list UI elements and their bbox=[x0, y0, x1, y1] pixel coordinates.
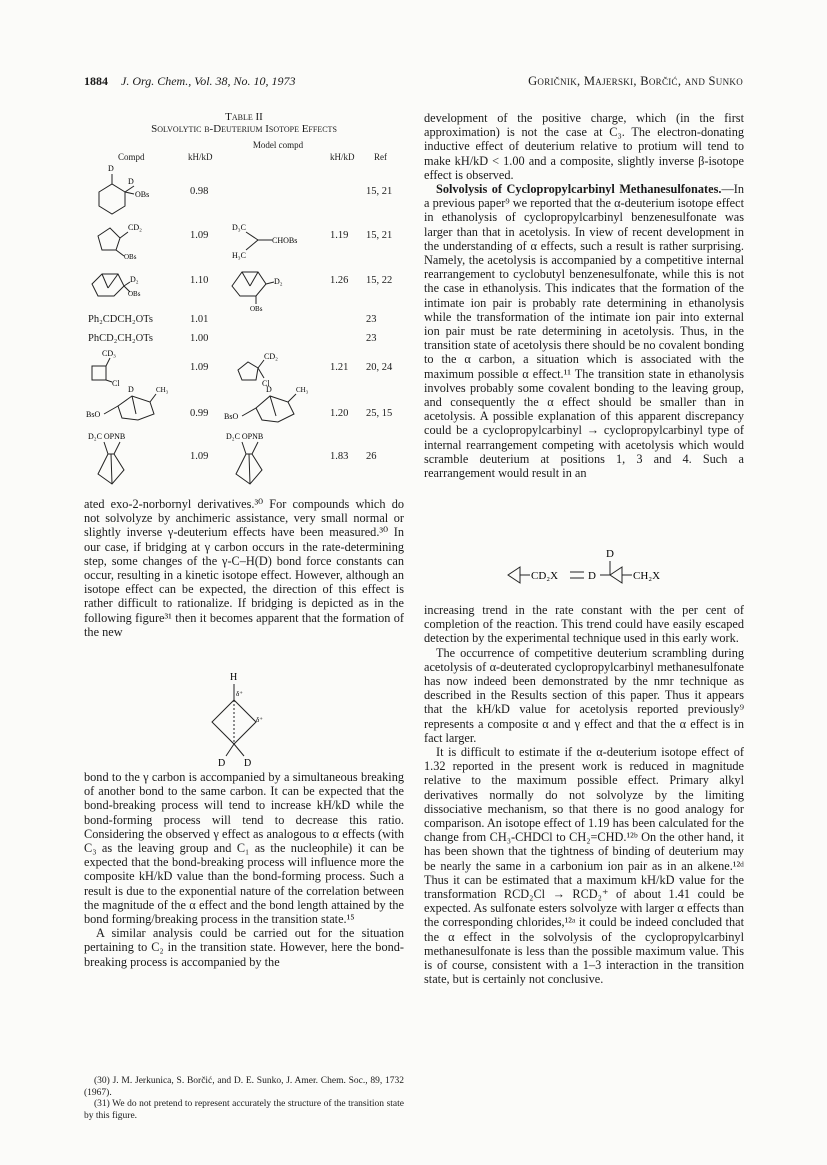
svg-text:D₂C OPNB: D₂C OPNB bbox=[226, 432, 264, 441]
struct-row6-cyclobutyl bbox=[84, 348, 174, 388]
row5-ref: 23 bbox=[366, 333, 377, 344]
section-heading: Solvolysis of Cyclopropylcarbinyl Methanesulfonates. bbox=[436, 182, 722, 197]
svg-text:D₂: D₂ bbox=[274, 277, 283, 286]
row5-compd: PhCD₂CH₂OTs bbox=[88, 333, 153, 344]
svg-text:D₂: D₂ bbox=[130, 275, 139, 284]
row6-kh2: 1.21 bbox=[330, 362, 349, 373]
col-header-kh2: kH/kD bbox=[330, 152, 355, 162]
eq-left-group: CD₂X bbox=[531, 570, 559, 582]
paragraph: The occurrence of competitive deuterium scrambling during acetolysis of α-deuterated cyclopropylcarbinyl methanesulfonate has now indeed been demonstrated by the nmr technique as described in the Results section of this paper. Thus it appears that the kH/kD value for acetolysis reported previously⁹ represents a composite α and γ effect and that the α effect is in fact larger. bbox=[424, 645, 744, 745]
eq-right-group: CH₂X bbox=[633, 570, 661, 582]
struct-row1-cyclohexyl-obs bbox=[84, 160, 174, 220]
bridging-figure bbox=[190, 670, 300, 770]
row7-ref: 25, 15 bbox=[366, 408, 393, 419]
fig-label-d2: D bbox=[244, 758, 252, 769]
left-column-top bbox=[84, 497, 404, 639]
svg-text:BsO: BsO bbox=[224, 412, 239, 421]
table-caption bbox=[84, 111, 404, 135]
paragraph: A similar analysis could be carried out for the situation pertaining to C₂ in the transition state. However, here the bond-breaking process is accompanied by the bbox=[84, 926, 404, 969]
fig-label-h: H bbox=[230, 672, 238, 683]
svg-text:BsO: BsO bbox=[86, 410, 101, 419]
table-subtitle: Solvolytic β-Deuterium Isotope Effects bbox=[151, 123, 337, 135]
svg-text:D₂C OPNB: D₂C OPNB bbox=[88, 432, 126, 441]
row4-ref: 23 bbox=[366, 314, 377, 325]
svg-text:CHOBs: CHOBs bbox=[272, 236, 298, 245]
struct-label-d: D bbox=[108, 164, 114, 173]
svg-text:OBs: OBs bbox=[124, 253, 137, 260]
row8-kh: 1.09 bbox=[190, 451, 209, 462]
fig-label-delta-right: δ⁺ bbox=[256, 716, 263, 724]
col-header-model: Model compd bbox=[252, 140, 304, 150]
struct-row2-model-isopropyl bbox=[228, 218, 323, 268]
row7-kh2: 1.20 bbox=[330, 408, 349, 419]
row3-ref: 15, 22 bbox=[366, 275, 393, 286]
svg-text:CD₂: CD₂ bbox=[264, 352, 278, 361]
running-header-left bbox=[84, 74, 296, 89]
table-title: Table II bbox=[225, 111, 263, 123]
row1-kh: 0.98 bbox=[190, 186, 209, 197]
right-column-bottom bbox=[424, 603, 744, 986]
col-header-ref: Ref bbox=[374, 152, 387, 162]
left-column-bottom bbox=[84, 770, 404, 969]
row2-ref: 15, 21 bbox=[366, 230, 393, 241]
col-header-compd: Compd bbox=[118, 152, 145, 162]
page-number: 1884 bbox=[84, 74, 108, 88]
row1-ref: 15, 21 bbox=[366, 186, 393, 197]
struct-row3-norbornyl bbox=[84, 262, 174, 307]
journal-citation: J. Org. Chem., Vol. 38, No. 10, 1973 bbox=[121, 74, 296, 88]
struct-row7-bicyclic bbox=[84, 384, 184, 430]
right-column-top bbox=[424, 111, 744, 480]
svg-text:D₃C: D₃C bbox=[232, 223, 246, 232]
row6-ref: 20, 24 bbox=[366, 362, 393, 373]
svg-text:CD₃: CD₃ bbox=[102, 349, 116, 358]
paragraph: —In a previous paper⁹ we reported that the α-deuterium isotope effect in ethanolysis of cyclopropylcarbinyl benzenesulfonate was larger than that in acetolysis. In view of recent development in the understanding of α effects, such a result is rather surprising. Namely, the acetolysis is accompanied by a competitive internal rearrangement to cyclobutyl benzenesulfonate, while this is not the case in ethanolysis. This indicates that the formation of the intimate ion pair is probably rate determining in ethanolysis while the transformation of the intimate ion pair into external ion pair must be rate determining in acetolysis. Thus, in the transition state of acetolysis there should be no covalent bonding to the α carbon, a situation which is associated with the maximum possible α effect.¹¹ The transition state in ethanolysis involves probably some covalent bonding to the leaving group, and consequently the α effect should be smaller than in acetolysis. A possible explanation of this apparent discrepancy could be a cyclopropylcarbinyl → cyclopropylcarbinyl type of internal rearrangement competing with acetolysis which would scramble deuterium at positions 1, 3 and 4. Such a rearrangement would result in an bbox=[424, 182, 744, 481]
svg-text:D: D bbox=[128, 385, 134, 394]
row3-kh: 1.10 bbox=[190, 275, 209, 286]
row5-kh: 1.00 bbox=[190, 333, 209, 344]
struct-row8-model-norbornyl-pnb bbox=[222, 430, 312, 492]
row8-ref: 26 bbox=[366, 451, 377, 462]
fig-label-delta-top: δ⁺ bbox=[236, 690, 243, 698]
struct-row7-model-bicyclic bbox=[222, 384, 322, 430]
struct-row8-norbornyl-pnb bbox=[84, 430, 174, 492]
col-header-kh: kH/kD bbox=[188, 152, 213, 162]
paragraph: It is difficult to estimate if the α-deuterium isotope effect of 1.32 reported in the present work is reduced in magnitude relative to the maximum possible effect. Primary alkyl derivatives normally do not solvolyze by the limiting dissociative mechanism, so that there is no good analogy for comparison. An isotope effect of 1.19 has been calculated for the change from CH₃-CHDCl to CH₂=CHD.¹²ᵇ On the other hand, it has been shown that the tightness of binding of deuterium may be nearly the same in a carbonium ion pair as in an alkene.¹²ᵈ Thus it can be estimated that a maximum kH/kD value for the transformation RCD₂Cl → RCD₂⁺ of about 1.41 could be expected. As sulfonate esters solvolyze with larger α effects than the corresponding chlorides,¹²ᵃ it could be indeed concluded that the α effect in the solvolysis of the cyclopropylcarbinyl methanesulfonate is less than the possible maximum value. This is of course, consistent with a 1–3 interaction in the transition state, but is certainly not conclusive. bbox=[424, 745, 744, 987]
struct-label-obs: OBs bbox=[135, 190, 150, 199]
svg-text:OBs: OBs bbox=[250, 305, 263, 312]
struct-row2-cyclopentyl bbox=[84, 218, 174, 260]
fig-label-d1: D bbox=[218, 758, 226, 769]
paragraph: bond to the γ carbon is accompanied by a simultaneous breaking of another bond to the same carbon. It can be expected that the bond-breaking process will tend to increase kH/kD while the bond-forming process will tend to decrease this ratio. Considering the observed γ effect as analogous to α effects (with C₃ as the leaving group and C₁ as the nucleophile) it can be expected that the bond-breaking process will influence more the composite kH/kD value than the bond-forming process. Such a result is due to the exponential nature of the correlation between the magnitude of the α effect and the bond length attained by the bond forming/breaking process in the transition state.¹⁵ bbox=[84, 770, 404, 927]
svg-text:H₃C: H₃C bbox=[232, 251, 246, 260]
footnotes bbox=[84, 1076, 404, 1122]
svg-text:D: D bbox=[266, 385, 272, 394]
paragraph: increasing trend in the rate constant with the per cent of completion of the reaction. This trend could have easily escaped detection by the experimental technique used in this early work. bbox=[424, 603, 744, 646]
row7-kh: 0.99 bbox=[190, 408, 209, 419]
running-header-authors: Goričnik, Majerski, Borčić, and Sunko bbox=[528, 74, 743, 88]
struct-row3-model-norbornyl bbox=[222, 262, 317, 312]
svg-text:D: D bbox=[128, 177, 134, 186]
row8-kh2: 1.83 bbox=[330, 451, 349, 462]
row4-kh: 1.01 bbox=[190, 314, 209, 325]
row6-kh: 1.09 bbox=[190, 362, 209, 373]
svg-text:CH₃: CH₃ bbox=[156, 386, 169, 394]
svg-text:Cl: Cl bbox=[112, 379, 120, 388]
row3-kh2: 1.26 bbox=[330, 275, 349, 286]
eq-d-top: D bbox=[606, 548, 614, 560]
svg-text:OBs: OBs bbox=[128, 290, 141, 298]
svg-text:CH₃: CH₃ bbox=[296, 386, 309, 394]
svg-text:Cl: Cl bbox=[262, 379, 270, 388]
paragraph: development of the positive charge, which (in the first approximation) is not the case at C₃. The electron-donating inductive effect of deuterium relative to protium will tend to make kH/kD < 1.00 and a composite, slightly inverse β-isotope effect is observed. bbox=[424, 111, 744, 182]
footnote-31: (31) We do not pretend to represent accurately the structure of the transition state by this figure. bbox=[84, 1099, 404, 1121]
footnote-30: (30) J. M. Jerkunica, S. Borčić, and D. E. Sunko, J. Amer. Chem. Soc., 89, 1732 (1967). bbox=[84, 1076, 404, 1098]
row2-kh2: 1.19 bbox=[330, 230, 349, 241]
eq-d-left: D bbox=[588, 570, 596, 582]
row4-compd: Ph₂CDCH₂OTs bbox=[88, 314, 153, 325]
row2-kh: 1.09 bbox=[190, 230, 209, 241]
rearrangement-equation bbox=[500, 545, 710, 597]
svg-text:CD₂: CD₂ bbox=[128, 223, 142, 232]
paragraph: ated exo-2-norbornyl derivatives.³⁰ For compounds which do not solvolyze by anchimeric assistance, very small normal or slightly inverse γ-deuterium effects have been measured.³⁰ In our case, if bridging at γ carbon occurs in the rate-determining step, some changes of the γ-C–H(D) bond force constants can occur, resulting in a kinetic isotope effect. However, although an isotope effect can be expected, the direction of this effect is rather difficult to rationalize. If bridging is depicted as in the following figure³¹ then it becomes apparent that the formation of the new bbox=[84, 497, 404, 639]
